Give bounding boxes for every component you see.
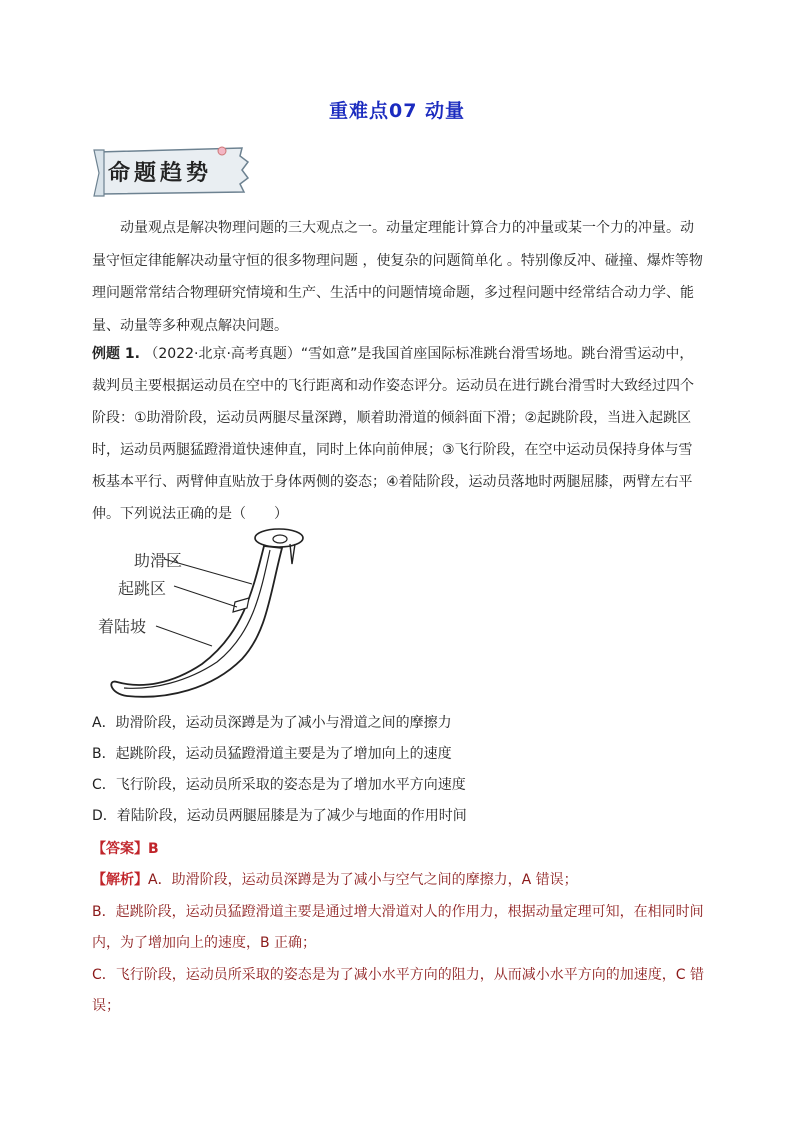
ski-jump-figure: [92, 524, 322, 706]
analysis-section: [92, 865, 704, 1023]
analysis-tag: 【解析】: [92, 872, 148, 888]
banner-label: 命题趋势: [108, 161, 213, 186]
answer-options: [92, 708, 704, 832]
option-c: C．飞行阶段，运动员所采取的姿态是为了增加水平方向速度: [92, 777, 466, 793]
label-zhuoluopo: 着陆坡: [98, 617, 147, 636]
example-label: 例题 1.: [92, 346, 140, 362]
page-title: 重难点07 动量: [328, 100, 466, 122]
option-b: B．起跳阶段，运动员猛蹬滑道主要是为了增加向上的速度: [92, 746, 452, 762]
example-text: （2022·北京·高考真题）“雪如意”是我国首座国际标准跳台滑雪场地。跳台滑雪运动中，裁判员主要根据运动员在空中的飞行距离和动作姿态评分。运动员在进行跳台滑雪时大致经过四个阶段：①助滑阶段，运动员两腿尽量深蹲，顺着助滑道的倾斜面下滑；②起跳阶段，当进入起跳区时，运动员两腿猛蹬滑道快速伸直，同时上体向前伸展；③飞行阶段，在空中运动员保持身体与雪板基本平行、两臂伸直贴放于身体两侧的姿态；④着陆阶段，运动员落地时两腿屈膝，两臂左右平伸。下列说法正确的是（ ）: [92, 346, 694, 522]
label-zhuhuaqu: 助滑区: [134, 551, 183, 570]
analysis-line-a: [92, 865, 704, 897]
analysis-line-b: B．起跳阶段，运动员猛蹬滑道主要是通过增大滑道对人的作用力，根据动量定理可知，在相同时间内，为了增加向上的速度，B 正确；: [92, 903, 704, 951]
option-a: A．助滑阶段，运动员深蹲是为了减小与滑道之间的摩擦力: [92, 715, 452, 731]
example-question: [92, 338, 704, 530]
intro-paragraph: 动量观点是解决物理问题的三大观点之一。动量定理能计算合力的冲量或某一个力的冲量。动量守恒定律能解决动量守恒的很多物理问题 ，使复杂的问题简单化 。特别像反冲、碰撞、爆炸等物理问题常常结合物理研究情境和生产、生活中的问题情境命题，多过程问题中经常结合动力学、能量、动量等多种观点解决问题。: [92, 220, 703, 334]
analysis-line-c: C．飞行阶段，运动员所采取的姿态是为了减小水平方向的阻力，从而减小水平方向的加速度，C 错误；: [92, 966, 704, 1014]
label-qitiaoqu: 起跳区: [118, 579, 167, 598]
analysis-a-text: A．助滑阶段，运动员深蹲是为了减小与空气之间的摩擦力，A 错误；: [148, 872, 578, 888]
answer-line: 【答案】B: [92, 841, 159, 857]
option-d: D．着陆阶段，运动员两腿屈膝是为了减少与地面的作用时间: [92, 808, 467, 824]
